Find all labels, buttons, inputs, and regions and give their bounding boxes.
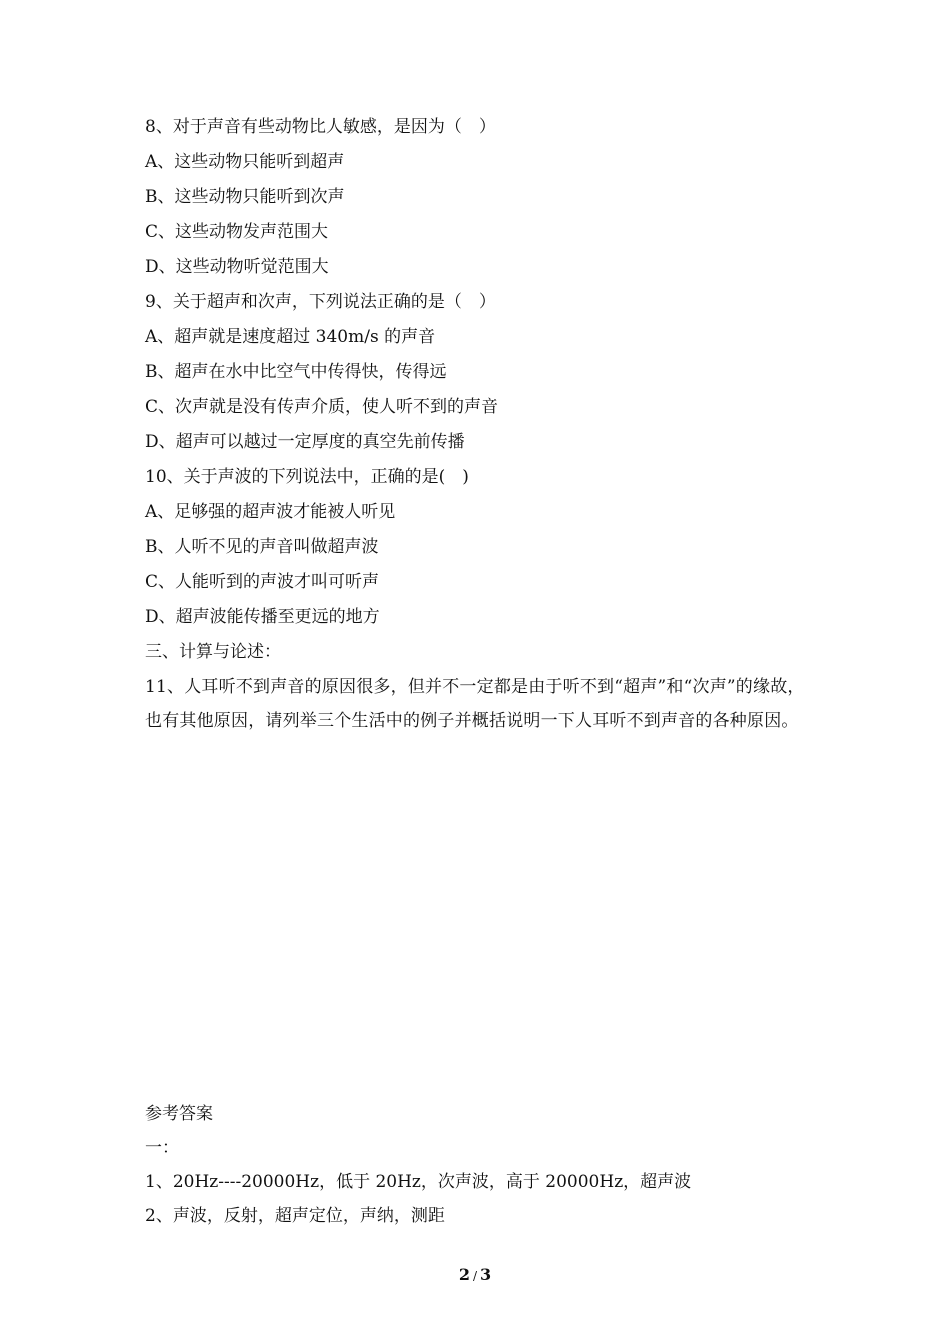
section-3-heading: 三、计算与论述： bbox=[145, 642, 281, 662]
question-9-option-b: B、超声在水中比空气中传得快，传得远 bbox=[145, 362, 447, 382]
question-8-stem: 8、对于声音有些动物比人敏感，是因为（ ） bbox=[145, 117, 496, 137]
page-number bbox=[0, 1263, 950, 1288]
current-page-number: 2 bbox=[458, 1265, 470, 1284]
question-9-option-d: D、超声可以越过一定厚度的真空先前传播 bbox=[145, 432, 465, 452]
answer-1: 1、20Hz----20000Hz，低于 20Hz，次声波，高于 20000Hz，超声波 bbox=[145, 1172, 692, 1192]
answers-section-1-heading: 一： bbox=[145, 1138, 179, 1158]
question-11-text: 11、人耳听不到声音的原因很多，但并不一定都是由于听不到“超声”和“次声”的缘故，也有其他原因，请列举三个生活中的例子并概括说明一下人耳听不到声音的各种原因。 bbox=[145, 677, 805, 731]
question-10-stem: 10、关于声波的下列说法中，正确的是( ) bbox=[145, 467, 469, 487]
question-9-stem: 9、关于超声和次声，下列说法正确的是（ ） bbox=[145, 292, 496, 312]
question-10-option-a: A、足够强的超声波才能被人听见 bbox=[145, 502, 396, 522]
answers-title: 参考答案 bbox=[145, 1104, 213, 1124]
question-8-option-b: B、这些动物只能听到次声 bbox=[145, 187, 345, 207]
question-8-option-c: C、这些动物发声范围大 bbox=[145, 222, 329, 242]
total-pages-number: 3 bbox=[480, 1265, 492, 1284]
question-9-option-c: C、次声就是没有传声介质，使人听不到的声音 bbox=[145, 397, 499, 417]
question-9-option-a: A、超声就是速度超过 340m/s 的声音 bbox=[145, 327, 436, 347]
question-10-option-c: C、人能听到的声波才叫可听声 bbox=[145, 572, 380, 592]
questions-section bbox=[145, 110, 815, 738]
question-8-option-a: A、这些动物只能听到超声 bbox=[145, 152, 345, 172]
question-8-option-d: D、这些动物听觉范围大 bbox=[145, 257, 329, 277]
answer-2: 2、声波，反射，超声定位，声纳，测距 bbox=[145, 1206, 445, 1226]
answers-section bbox=[145, 1097, 815, 1233]
page-separator: / bbox=[472, 1269, 478, 1283]
question-10-option-d: D、超声波能传播至更远的地方 bbox=[145, 607, 380, 627]
question-10-option-b: B、人听不见的声音叫做超声波 bbox=[145, 537, 379, 557]
